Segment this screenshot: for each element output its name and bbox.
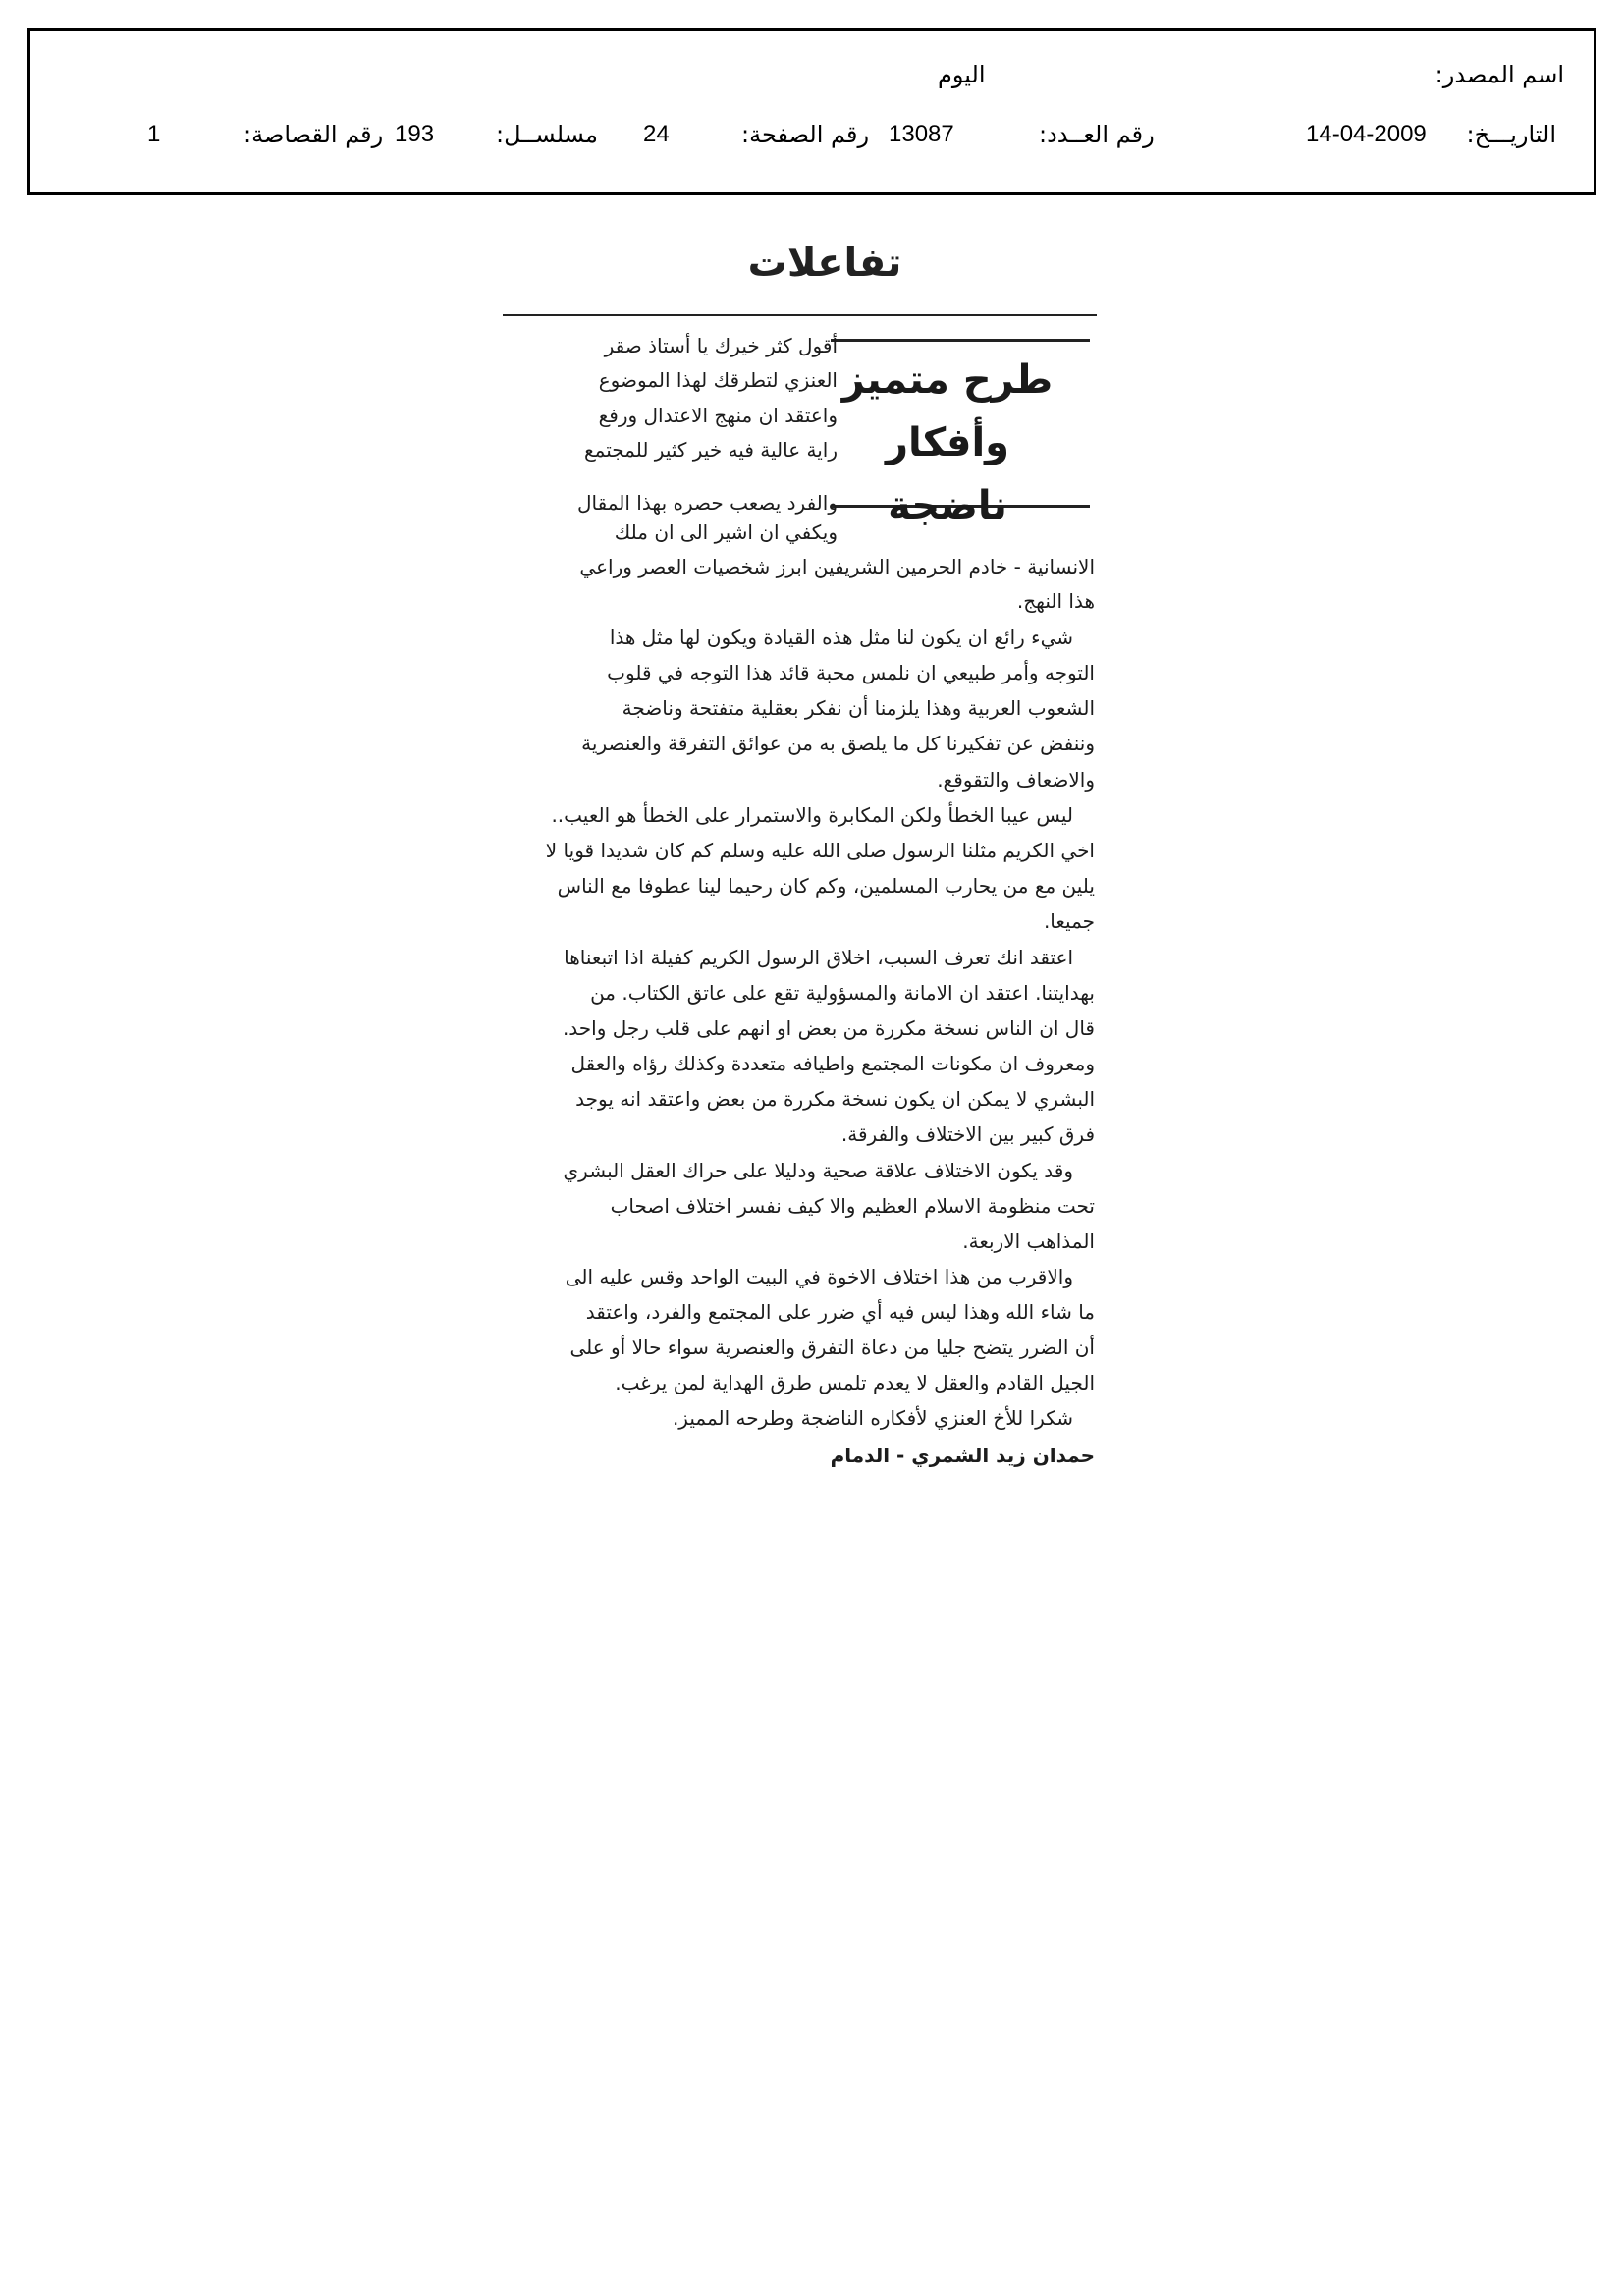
article-signature: حمدان زيد الشمري - الدمام	[830, 1444, 1095, 1467]
article-line-4: راية عالية فيه خير كثير للمجتمع	[584, 438, 838, 462]
article-line-16: يلين مع من يحارب المسلمين، وكم كان رحيما لينا عطوفا مع الناس	[557, 874, 1095, 898]
article-line-18: اعتقد انك تعرف السبب، اخلاق الرسول الكريم كفيلة اذا اتبعناها	[564, 946, 1073, 969]
article-line-11: الشعوب العربية وهذا يلزمنا أن نفكر بعقلية متفتحة وناضجة	[622, 696, 1095, 720]
page-label: رقم الصفحة:	[741, 121, 870, 148]
page-value: 24	[643, 121, 670, 147]
serial-label: مسلســل:	[496, 121, 598, 148]
article-line-21: ومعروف ان مكونات المجتمع واطيافه متعددة وكذلك رؤاه والعقل	[570, 1052, 1095, 1075]
article-line-13: والاضعاف والتقوقع.	[937, 768, 1095, 792]
article-line-3: واعتقد ان منهج الاعتدال ورفع	[598, 404, 838, 427]
article-line-22: البشري لا يمكن ان يكون نسخة مكررة من بعض واعتقد انه يوجد	[575, 1087, 1095, 1111]
article-line-8: هذا النهج.	[1016, 589, 1095, 613]
headline	[825, 349, 1070, 537]
article-line-24: وقد يكون الاختلاف علاقة صحية ودليلا على حراك العقل البشري	[563, 1159, 1073, 1182]
article-line-23: فرق كبير بين الاختلاف والفرقة.	[840, 1122, 1095, 1146]
article-line-12: وننفض عن تفكيرنا كل ما يلصق به من عوائق التفرقة والعنصرية	[581, 732, 1095, 755]
article-line-31: شكرا للأخ العنزي لأفكاره الناضجة وطرحه المميز.	[672, 1406, 1073, 1430]
issue-label: رقم العــدد:	[1039, 121, 1155, 148]
top-rule	[503, 314, 1097, 316]
article-line-30: الجيل القادم والعقل لا يعدم تلمس طرق الهداية لمن يرغب.	[615, 1371, 1095, 1394]
article-line-20: قال ان الناس نسخة مكررة من بعض او انهم على قلب رجل واحد.	[562, 1016, 1095, 1040]
article-line-10: التوجه وأمر طبيعي ان نلمس محبة قائد هذا التوجه في قلوب	[607, 661, 1095, 684]
article-line-27: والاقرب من هذا اختلاف الاخوة في البيت الواحد وقس عليه الى	[565, 1265, 1073, 1288]
clip-value: 1	[147, 121, 161, 147]
headline-rule-top	[831, 339, 1090, 342]
date-label: التاريـــخ:	[1466, 121, 1556, 148]
headline-line-2: وأفكار ناضجة	[885, 420, 1010, 528]
serial-value: 193	[395, 121, 435, 147]
headline-line-1: طرح متميز	[841, 357, 1054, 403]
article-line-26: المذاهب الاربعة.	[962, 1230, 1095, 1253]
article-line-7: الانسانية - خادم الحرمين الشريفين ابرز شخصيات العصر وراعي	[579, 555, 1095, 578]
source-label: اسم المصدر:	[1434, 61, 1564, 88]
article-line-9: شيء رائع ان يكون لنا مثل هذه القيادة ويكون لها مثل هذا	[609, 626, 1073, 649]
article-line-2: العنزي لتطرقك لهذا الموضوع	[598, 368, 838, 392]
article-line-5: والفرد يصعب حصره بهذا المقال	[576, 491, 838, 515]
article-line-19: بهدايتنا. اعتقد ان الامانة والمسؤولية تقع على عاتق الكتاب. من	[590, 981, 1095, 1005]
article-line-29: أن الضرر يتضح جليا من دعاة التفرق والعنصرية سواء حالا أو على	[569, 1336, 1095, 1359]
date-value: 14-04-2009	[1306, 121, 1427, 147]
article-line-6: ويكفي ان اشير الى ان ملك	[614, 520, 838, 544]
article-line-15: اخي الكريم مثلنا الرسول صلى الله عليه وسلم كم كان شديدا قويا لا	[545, 839, 1095, 862]
article-line-25: تحت منظومة الاسلام العظيم والا كيف نفسر اختلاف اصحاب	[610, 1194, 1095, 1218]
article-line-28: ما شاء الله وهذا ليس فيه أي ضرر على المجتمع والفرد، واعتقد	[585, 1300, 1095, 1324]
header-box	[27, 28, 1596, 195]
article-line-17: جميعا.	[1043, 909, 1095, 933]
clip-label: رقم القصاصة:	[243, 121, 384, 148]
article-line-14: ليس عيبا الخطأ ولكن المكابرة والاستمرار على الخطأ هو العيب..	[551, 803, 1073, 827]
source-value: اليوم	[938, 61, 986, 88]
article-line-1: أقول كثر خيرك يا أستاذ صقر	[604, 334, 838, 357]
issue-value: 13087	[889, 121, 954, 147]
section-title: تفاعلات	[747, 241, 902, 286]
